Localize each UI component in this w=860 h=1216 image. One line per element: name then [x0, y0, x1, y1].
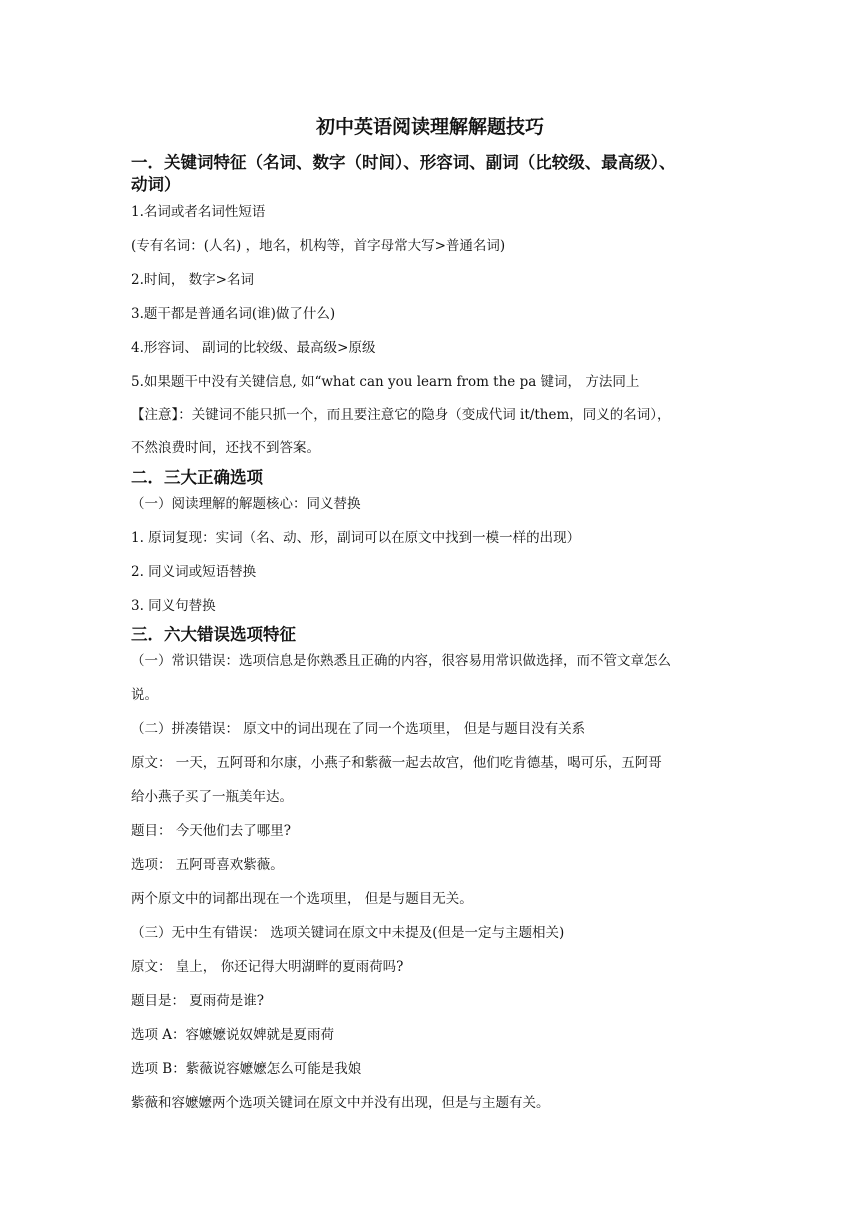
section1-line-1: 1.名词或者名词性短语 — [131, 204, 266, 220]
section3-line-10: 原文： 皇上， 你还记得大明湖畔的夏雨荷吗? — [131, 959, 404, 975]
section3-line-9: （三）无中生有错误： 选项关键词在原文中未提及(但是一定与主题相关) — [131, 925, 565, 941]
section3-line-5: 给小燕子买了一瓶美年达。 — [131, 789, 293, 805]
section1-line-4: 3.题干都是普通名词(谁)做了什么) — [131, 306, 336, 322]
section2-heading: 二．三大正确选项 — [131, 468, 263, 487]
section3-line-14: 紫薇和容嬷嬷两个选项关键词在原文中并没有出现，但是与主题有关。 — [131, 1095, 550, 1111]
page-title: 初中英语阅读理解解题技巧 — [315, 116, 544, 138]
section2-line-2: 1. 原词复现：实词（名、动、形，副词可以在原文中找到一模一样的出现） — [131, 530, 581, 546]
section3-line-4: 原文： 一天，五阿哥和尔康，小燕子和紫薇一起去故宫，他们吃肯德基，喝可乐，五阿哥 — [131, 755, 662, 771]
section2-line-4: 3. 同义句替换 — [131, 598, 216, 614]
section3-line-12: 选项 A：容嬷嬷说奴婢就是夏雨荷 — [131, 1027, 335, 1043]
section3-line-13: 选项 B：紫薇说容嬷嬷怎么可能是我娘 — [131, 1061, 362, 1077]
section1-note-line-1: 【注意】：关键词不能只抓一个，而且要注意它的隐身（变成代词 it/them，同义的名词）， — [131, 407, 671, 423]
section2-line-3: 2. 同义词或短语替换 — [131, 564, 257, 580]
section1-line-5: 4.形容词、 副词的比较级、最高级>原级 — [131, 340, 376, 356]
section3-line-1: （一）常识错误：选项信息是你熟悉且正确的内容，很容易用常识做选择，而不管文章怎么 — [131, 653, 671, 669]
section1-line-2: (专有名词：(人名) ，地名，机构等，首字母常大写>普通名词) — [131, 238, 506, 254]
section3-line-2: 说。 — [131, 687, 158, 703]
section3-line-8: 两个原文中的词都出现在一个选项里， 但是与题目无关。 — [131, 891, 473, 907]
section1-line-3: 2.时间， 数字>名词 — [131, 272, 254, 288]
section3-heading: 三．六大错误选项特征 — [131, 625, 296, 644]
section3-line-6: 题目： 今天他们去了哪里? — [131, 823, 292, 839]
section2-line-1: （一）阅读理解的解题核心：同义替换 — [131, 496, 361, 512]
section1-heading-line2: 动词） — [131, 175, 181, 194]
section1-heading-line1: 一．关键词特征（名词、数字（时间）、形容词、副词（比较级、最高级）、 — [131, 153, 676, 172]
section3-line-3: （二）拼凑错误： 原文中的词出现在了同一个选项里， 但是与题目没有关系 — [131, 721, 586, 737]
section3-line-7: 选项： 五阿哥喜欢紫薇。 — [131, 857, 284, 873]
section3-line-11: 题目是： 夏雨荷是谁? — [131, 993, 265, 1009]
section1-line-6: 5.如果题干中没有关键信息, 如“what can you learn from the pa 键词， 方法同上 — [131, 374, 640, 390]
section1-note-line-2: 不然浪费时间，还找不到答案。 — [131, 440, 320, 456]
